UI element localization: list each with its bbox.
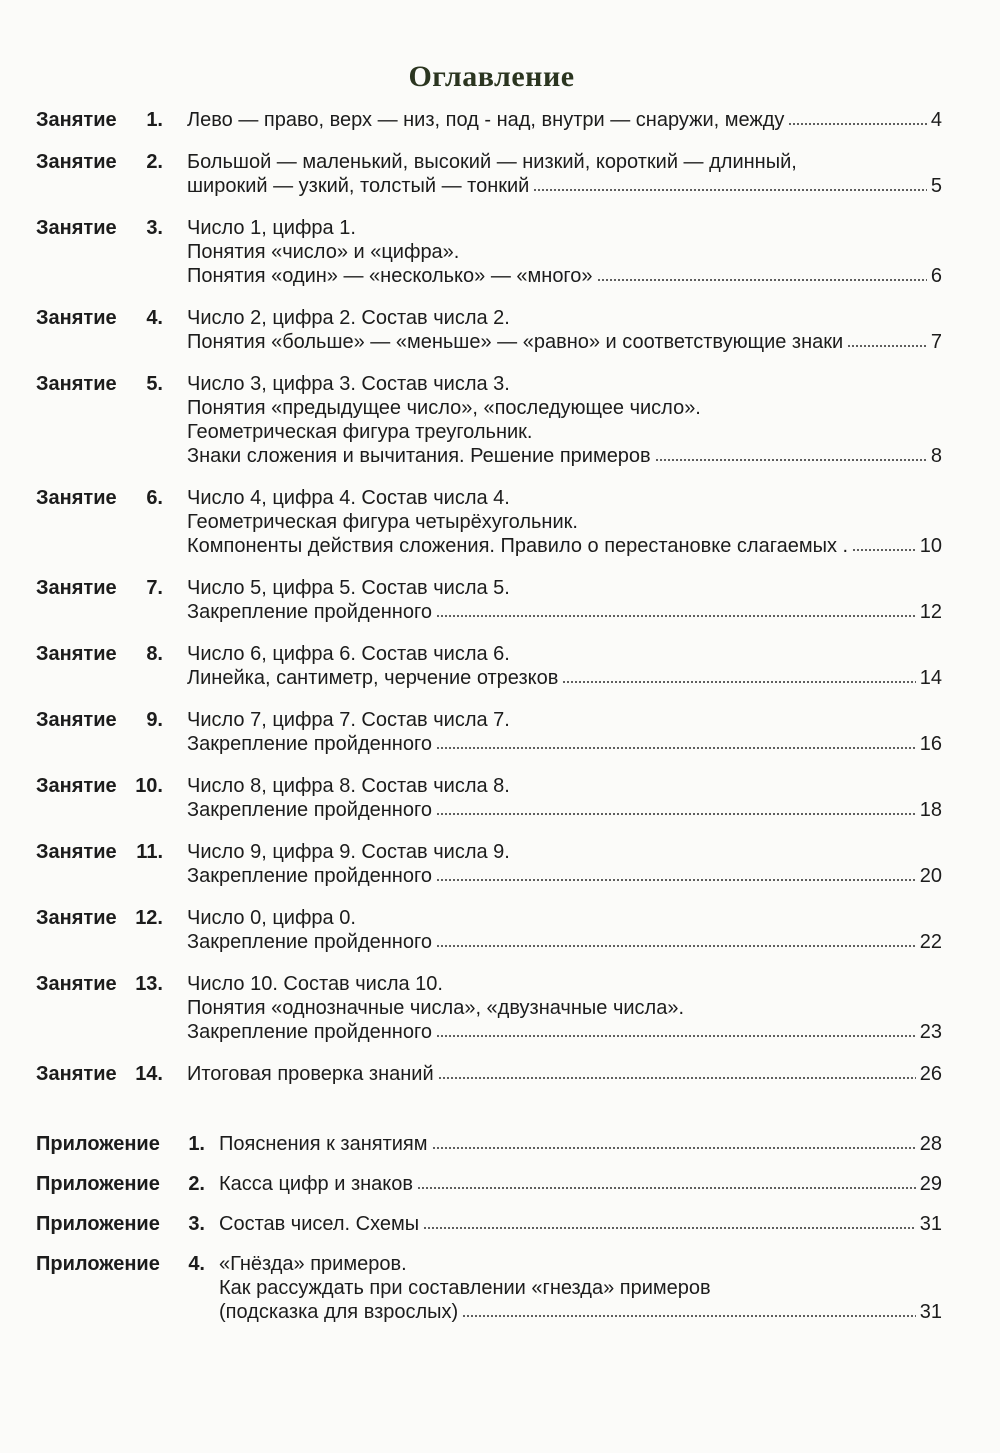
entry-number: 6.	[146, 487, 163, 509]
entry-last-line	[219, 1300, 942, 1324]
entry-label: Приложение	[36, 1213, 160, 1235]
dot-leader	[436, 1034, 916, 1038]
entry-line: Закрепление пройденного	[187, 733, 432, 755]
dot-leader	[436, 746, 916, 750]
page-number: 16	[919, 733, 942, 755]
entry-number: 9.	[146, 709, 163, 731]
page-number: 8	[930, 445, 942, 467]
page-number: 29	[919, 1173, 942, 1195]
entry-line: Закрепление пройденного	[187, 865, 432, 887]
page-number: 5	[930, 175, 942, 197]
entry-label: Занятие	[36, 1063, 117, 1085]
toc-entry[interactable]	[0, 972, 1000, 1044]
entry-body	[187, 216, 942, 288]
entry-number: 4.	[188, 1253, 205, 1275]
entry-last-line	[219, 1172, 942, 1196]
dot-leader	[597, 278, 927, 282]
toc-entry[interactable]	[0, 1252, 1000, 1324]
entry-number: 1.	[188, 1133, 205, 1155]
dot-leader	[436, 944, 916, 948]
entry-line: Как рассуждать при составлении «гнезда» примеров	[219, 1277, 711, 1299]
entry-last-line	[187, 666, 942, 690]
entry-body	[187, 306, 942, 354]
entry-body	[219, 1132, 942, 1156]
entry-number: 8.	[146, 643, 163, 665]
dot-leader	[655, 458, 927, 462]
entry-last-line	[187, 330, 942, 354]
entry-label: Занятие	[36, 775, 117, 797]
toc-entry[interactable]	[0, 906, 1000, 954]
entry-last-line	[187, 930, 942, 954]
entry-body	[187, 774, 942, 822]
entry-number: 3.	[146, 217, 163, 239]
entry-body	[187, 906, 942, 954]
entry-number: 14.	[135, 1063, 163, 1085]
entry-line: Понятия «больше» — «меньше» — «равно» и соответствующие знаки	[187, 331, 844, 353]
entry-last-line	[187, 108, 942, 132]
entry-last-line	[187, 534, 942, 558]
entry-line: Геометрическая фигура треугольник.	[187, 421, 533, 443]
dot-leader	[436, 614, 916, 618]
entry-number: 2.	[188, 1173, 205, 1195]
dot-leader	[847, 344, 927, 348]
entry-label: Приложение	[36, 1253, 160, 1275]
page-number: 4	[930, 109, 942, 131]
toc-entry[interactable]	[0, 774, 1000, 822]
entry-line: Закрепление пройденного	[187, 1021, 432, 1043]
entry-body	[187, 150, 942, 198]
entry-number: 7.	[146, 577, 163, 599]
entry-last-line	[187, 600, 942, 624]
entry-line: Большой — маленький, высокий — низкий, короткий — длинный,	[187, 151, 797, 173]
toc-entry[interactable]	[0, 1212, 1000, 1236]
toc-entry[interactable]	[0, 306, 1000, 354]
entry-label: Занятие	[36, 973, 117, 995]
dot-leader	[423, 1226, 916, 1230]
entry-body	[219, 1172, 942, 1196]
entry-label: Занятие	[36, 151, 117, 173]
page-title: Оглавление	[408, 60, 575, 93]
dot-leader	[432, 1146, 916, 1150]
section-divider	[0, 1104, 1000, 1132]
entry-body	[187, 708, 942, 756]
entry-number: 2.	[146, 151, 163, 173]
entry-line: Закрепление пройденного	[187, 601, 432, 623]
page-number: 18	[919, 799, 942, 821]
toc-entry[interactable]	[0, 840, 1000, 888]
entry-label: Занятие	[36, 709, 117, 731]
entry-last-line	[219, 1132, 942, 1156]
entry-last-line	[187, 1020, 942, 1044]
entry-line: Понятия «число» и «цифра».	[187, 241, 460, 263]
entry-last-line	[187, 732, 942, 756]
entry-line: Линейка, сантиметр, черчение отрезков	[187, 667, 559, 689]
entry-line: Закрепление пройденного	[187, 931, 432, 953]
entry-line: Число 3, цифра 3. Состав числа 3.	[187, 373, 510, 395]
page-number: 6	[930, 265, 942, 287]
entry-last-line	[187, 174, 942, 198]
toc-entry[interactable]	[0, 642, 1000, 690]
toc-entry[interactable]	[0, 1132, 1000, 1156]
entry-label: Занятие	[36, 487, 117, 509]
toc-entry[interactable]	[0, 372, 1000, 468]
entry-number: 12.	[135, 907, 163, 929]
page-number: 31	[919, 1301, 942, 1323]
entry-label: Приложение	[36, 1133, 160, 1155]
entry-line: «Гнёзда» примеров.	[219, 1253, 407, 1275]
entry-line: Понятия «предыдущее число», «последующее число».	[187, 397, 701, 419]
entry-line: Геометрическая фигура четырёхугольник.	[187, 511, 578, 533]
page-number: 20	[919, 865, 942, 887]
entry-number: 4.	[146, 307, 163, 329]
entry-line: Число 0, цифра 0.	[187, 907, 356, 929]
entry-number: 10.	[135, 775, 163, 797]
entry-body	[187, 840, 942, 888]
page-number: 22	[919, 931, 942, 953]
entry-label: Занятие	[36, 307, 117, 329]
entry-last-line	[187, 798, 942, 822]
entry-label: Занятие	[36, 643, 117, 665]
page-number: 26	[919, 1063, 942, 1085]
entry-line: Итоговая проверка знаний	[187, 1063, 434, 1085]
dot-leader	[788, 122, 926, 126]
entry-body	[187, 642, 942, 690]
toc-entry[interactable]	[0, 1172, 1000, 1196]
entry-number: 13.	[135, 973, 163, 995]
dot-leader	[562, 680, 915, 684]
entry-line: (подсказка для взрослых)	[219, 1301, 459, 1323]
entry-line: Компоненты действия сложения. Правило о перестановке слагаемых .	[187, 535, 849, 557]
entry-line: Закрепление пройденного	[187, 799, 432, 821]
entry-line: Число 7, цифра 7. Состав числа 7.	[187, 709, 510, 731]
toc-entry[interactable]	[0, 216, 1000, 288]
toc-entry[interactable]	[0, 150, 1000, 198]
entry-last-line	[187, 444, 942, 468]
entry-line: широкий — узкий, толстый — тонкий	[187, 175, 530, 197]
page-number: 28	[919, 1133, 942, 1155]
page-number: 23	[919, 1021, 942, 1043]
entry-body	[219, 1252, 942, 1324]
entry-line: Пояснения к занятиям	[219, 1133, 428, 1155]
entry-line: Понятия «один» — «несколько» — «много»	[187, 265, 593, 287]
toc-entry[interactable]	[0, 486, 1000, 558]
entry-body	[187, 372, 942, 468]
toc-entry[interactable]	[0, 708, 1000, 756]
page-number: 10	[919, 535, 942, 557]
toc-entry[interactable]	[0, 576, 1000, 624]
dot-leader	[533, 188, 927, 192]
entry-body	[187, 108, 942, 132]
entry-number: 11.	[136, 841, 163, 863]
entry-number: 3.	[188, 1213, 205, 1235]
entry-line: Число 5, цифра 5. Состав числа 5.	[187, 577, 510, 599]
page-number: 14	[919, 667, 942, 689]
entry-label: Занятие	[36, 907, 117, 929]
entry-last-line	[219, 1212, 942, 1236]
page-number: 7	[930, 331, 942, 353]
entry-label: Занятие	[36, 841, 117, 863]
entry-last-line	[187, 864, 942, 888]
entry-label: Занятие	[36, 217, 117, 239]
table-of-contents	[0, 108, 1000, 1340]
dot-leader	[436, 878, 916, 882]
entry-number: 1.	[146, 109, 163, 131]
entry-body	[187, 972, 942, 1044]
entry-body	[187, 576, 942, 624]
entry-line: Число 4, цифра 4. Состав числа 4.	[187, 487, 510, 509]
entry-last-line	[187, 264, 942, 288]
entry-label: Приложение	[36, 1173, 160, 1195]
dot-leader	[417, 1186, 916, 1190]
toc-entry[interactable]	[0, 108, 1000, 132]
entry-line: Знаки сложения и вычитания. Решение примеров	[187, 445, 651, 467]
entry-line: Число 10. Состав числа 10.	[187, 973, 443, 995]
entry-body	[219, 1212, 942, 1236]
entry-number: 5.	[146, 373, 163, 395]
page-number: 12	[919, 601, 942, 623]
page-number: 31	[919, 1213, 942, 1235]
entry-line: Число 1, цифра 1.	[187, 217, 356, 239]
entry-line: Понятия «однозначные числа», «двузначные числа».	[187, 997, 685, 1019]
entry-line: Касса цифр и знаков	[219, 1173, 414, 1195]
entry-line: Число 2, цифра 2. Состав числа 2.	[187, 307, 510, 329]
entry-label: Занятие	[36, 373, 117, 395]
entry-last-line	[187, 1062, 942, 1086]
entry-line: Состав чисел. Схемы	[219, 1213, 420, 1235]
entry-label: Занятие	[36, 577, 117, 599]
entry-body	[187, 486, 942, 558]
entry-line: Число 9, цифра 9. Состав числа 9.	[187, 841, 510, 863]
entry-body	[187, 1062, 942, 1086]
entry-line: Число 8, цифра 8. Состав числа 8.	[187, 775, 510, 797]
dot-leader	[852, 548, 916, 552]
entry-label: Занятие	[36, 109, 117, 131]
dot-leader	[462, 1314, 916, 1318]
entry-line: Число 6, цифра 6. Состав числа 6.	[187, 643, 510, 665]
toc-entry[interactable]	[0, 1062, 1000, 1086]
dot-leader	[436, 812, 916, 816]
entry-line: Лево — право, верх — низ, под - над, внутри — снаружи, между	[187, 109, 785, 131]
dot-leader	[438, 1076, 916, 1080]
